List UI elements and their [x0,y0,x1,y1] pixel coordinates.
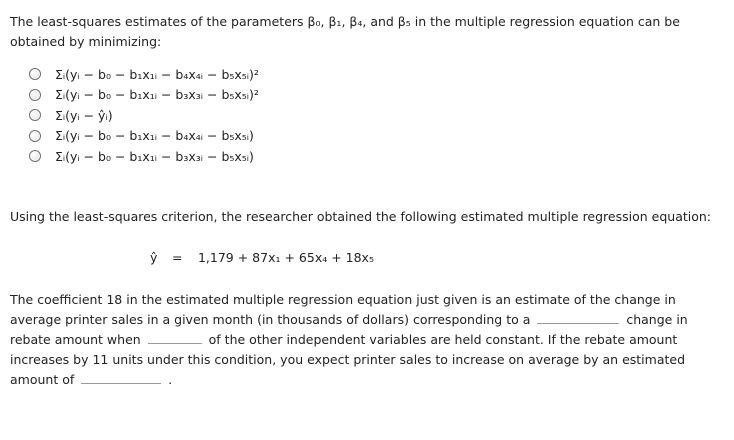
option-label: Σᵢ(yᵢ − ŷᵢ) [55,107,113,123]
blank-sales-increase[interactable] [81,370,161,384]
option-label: Σᵢ(yᵢ − b₀ − b₁x₁ᵢ − b₃x₃ᵢ − b₅x₅ᵢ) [55,148,254,164]
radio-button[interactable] [29,150,41,162]
option-label: Σᵢ(yᵢ − b₀ − b₁x₁ᵢ − b₄x₄ᵢ − b₅x₅ᵢ)² [55,66,259,82]
option-label: Σᵢ(yᵢ − b₀ − b₁x₁ᵢ − b₃x₃ᵢ − b₅x₅ᵢ)² [55,87,259,103]
blank-change-amount[interactable] [537,310,619,324]
answer-option-5[interactable] [29,146,259,167]
answer-option-4[interactable] [29,126,259,147]
coefficient-question [10,290,722,390]
option-label: Σᵢ(yᵢ − b₀ − b₁x₁ᵢ − b₄x₄ᵢ − b₅x₅ᵢ) [55,128,254,144]
regression-equation [150,250,374,265]
coefficient-text-part3: of the other independent variables are held constant. If the rebate amount increases by 11 units under this condition, you expect printer sales to increase on average by an estimated amount of [10,332,686,387]
answer-option-3[interactable] [29,105,259,126]
coefficient-text-part1: The coefficient 18 in the estimated multiple regression equation just given is an estimate of the change in average printer sales in a given month (in thousands of dollars) corresponding to a [10,292,676,327]
criterion-text: Using the least-squares criterion, the researcher obtained the following estimated multiple regression equation: [10,209,712,224]
equation-lhs: ŷ [150,250,158,265]
answer-option-2[interactable] [29,85,259,106]
equation-equals: = [171,250,183,265]
equation-rhs: 1,179 + 87x₁ + 65x₄ + 18x₅ [197,250,374,265]
question-intro: The least-squares estimates of the parameters β₀, β₁, β₄, and β₅ in the multiple regression equation can be obtained by minimizing: [10,14,680,49]
blank-others-held[interactable] [148,330,202,344]
radio-button[interactable] [29,109,41,121]
radio-button[interactable] [29,130,41,142]
answer-option-1[interactable] [29,64,259,85]
coefficient-text-part4: . [168,372,173,387]
coefficient-text-part2: change in rebate amount when [10,312,688,347]
radio-button[interactable] [29,68,41,80]
radio-button[interactable] [29,89,41,101]
answer-options [29,64,259,167]
